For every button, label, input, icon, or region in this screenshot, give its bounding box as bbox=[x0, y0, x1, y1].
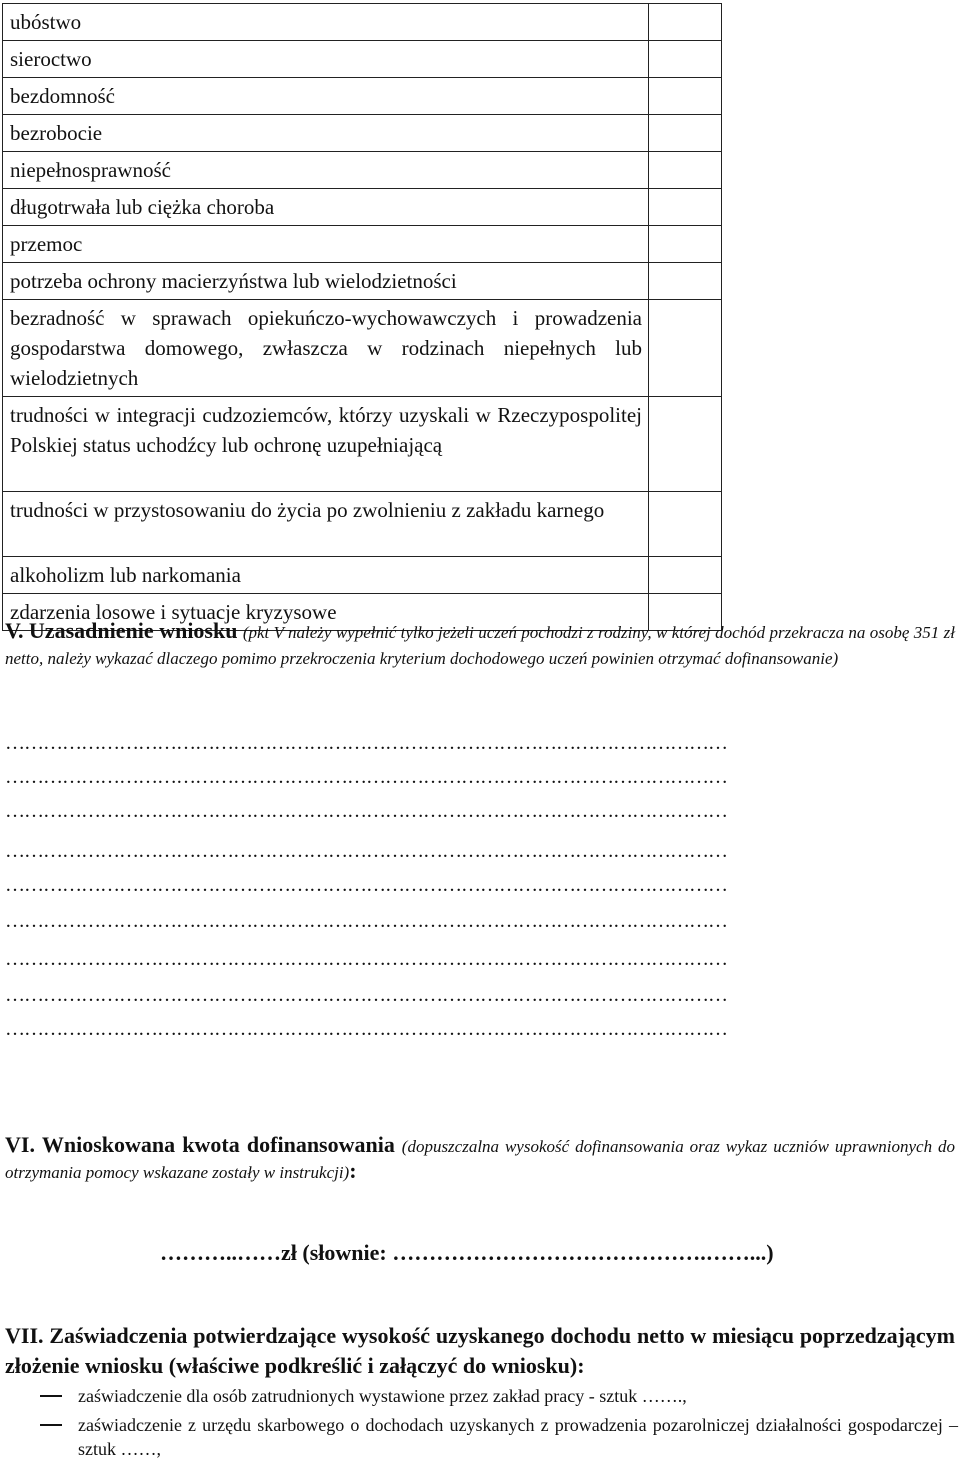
certificate-item-text: zaświadczenie dla osób zatrudnionych wystawione przez zakład pracy - sztuk ……., bbox=[78, 1386, 687, 1406]
criterion-checkbox-cell[interactable] bbox=[649, 263, 722, 300]
section-vi-title: Wnioskowana kwota dofinansowania bbox=[41, 1132, 395, 1157]
criteria-row bbox=[3, 78, 722, 115]
criterion-label: zdarzenia losowe i sytuacje kryzysowe bbox=[3, 594, 649, 631]
criteria-row bbox=[3, 397, 722, 492]
criterion-label: ubóstwo bbox=[3, 4, 649, 41]
criterion-label: przemoc bbox=[3, 226, 649, 263]
criteria-row bbox=[3, 226, 722, 263]
justification-line[interactable]: …………………………………………………………………………………………………… bbox=[5, 732, 727, 754]
certificates-list bbox=[40, 1384, 958, 1466]
criterion-label: bezradność w sprawach opiekuńczo-wychowawczych i prowadzenia gospodarstwa domowego, zwłaszcza w rodzinach niepełnych lub wielodzietnych bbox=[3, 300, 649, 397]
justification-line[interactable]: …………………………………………………………………………………………………… bbox=[5, 800, 727, 822]
criterion-checkbox-cell[interactable] bbox=[649, 41, 722, 78]
justification-line[interactable]: …………………………………………………………………………………………………… bbox=[5, 948, 727, 970]
section-vii-heading: VII. Zaświadczenia potwierdzające wysokość uzyskanego dochodu netto w miesiącu poprzedzającym złożenie wniosku (właściwe podkreślić i załączyć do wniosku): bbox=[5, 1323, 955, 1378]
criterion-label: trudności w integracji cudzoziemców, którzy uzyskali w Rzeczypospolitej Polskiej status uchodźcy lub ochronę uzupełniającą bbox=[3, 397, 649, 492]
criterion-checkbox-cell[interactable] bbox=[649, 189, 722, 226]
section-vi bbox=[5, 1133, 955, 1185]
justification-line[interactable]: …………………………………………………………………………………………………… bbox=[5, 766, 727, 788]
section-vi-colon: : bbox=[349, 1158, 357, 1183]
criterion-checkbox-cell[interactable] bbox=[649, 226, 722, 263]
amount-field[interactable]: ………..……zł (słownie: …………………………………….……...) bbox=[160, 1240, 774, 1265]
criterion-label: potrzeba ochrony macierzyństwa lub wielodzietności bbox=[3, 263, 649, 300]
criterion-checkbox-cell[interactable] bbox=[649, 4, 722, 41]
criterion-label: bezdomność bbox=[3, 78, 649, 115]
criterion-label: niepełnosprawność bbox=[3, 152, 649, 189]
certificate-item bbox=[40, 1413, 958, 1461]
section-v-title: Uzasadnienie wniosku bbox=[28, 618, 238, 643]
criterion-checkbox-cell[interactable] bbox=[649, 78, 722, 115]
certificate-item bbox=[40, 1384, 958, 1408]
criterion-label: bezrobocie bbox=[3, 115, 649, 152]
criterion-checkbox-cell[interactable] bbox=[649, 152, 722, 189]
section-v-heading bbox=[5, 619, 955, 671]
criteria-row bbox=[3, 557, 722, 594]
justification-line[interactable]: …………………………………………………………………………………………………… bbox=[5, 840, 727, 862]
criteria-row bbox=[3, 152, 722, 189]
criteria-row bbox=[3, 300, 722, 397]
section-vii bbox=[5, 1321, 955, 1381]
criteria-row bbox=[3, 189, 722, 226]
justification-line[interactable]: …………………………………………………………………………………………………… bbox=[5, 874, 727, 896]
section-vi-note: (dopuszczalna wysokość dofinansowania oraz wykaz uczniów uprawnionych do otrzymania pomocy wskazane zostały w instrukcji) bbox=[5, 1137, 956, 1182]
criterion-checkbox-cell[interactable] bbox=[649, 557, 722, 594]
criteria-row bbox=[3, 4, 722, 41]
criterion-label: alkoholizm lub narkomania bbox=[3, 557, 649, 594]
section-v-note: (pkt V należy wypełnić tylko jeżeli uczeń pochodzi z rodziny, w której dochód przekracza na osobę 351 zł netto, należy wykazać dlaczego pomimo przekroczenia kryterium dochodowego uczeń powinien otrzymać dofinansowanie) bbox=[5, 623, 955, 668]
dash-bullet-icon bbox=[40, 1395, 62, 1397]
criteria-row bbox=[3, 492, 722, 557]
criteria-row bbox=[3, 115, 722, 152]
criteria-row bbox=[3, 41, 722, 78]
section-v bbox=[5, 619, 955, 671]
criterion-checkbox-cell[interactable] bbox=[649, 492, 722, 557]
justification-line[interactable]: …………………………………………………………………………………………………… bbox=[5, 984, 727, 1006]
section-vi-number: VI. bbox=[5, 1132, 35, 1157]
section-v-number: V. bbox=[5, 618, 24, 643]
justification-line[interactable]: …………………………………………………………………………………………………… bbox=[5, 910, 727, 932]
criterion-checkbox-cell[interactable] bbox=[649, 115, 722, 152]
criteria-row bbox=[3, 263, 722, 300]
justification-line[interactable]: …………………………………………………………………………………………………… bbox=[5, 1018, 727, 1040]
criterion-checkbox-cell[interactable] bbox=[649, 397, 722, 492]
criterion-checkbox-cell[interactable] bbox=[649, 300, 722, 397]
certificate-item-text: zaświadczenie z urzędu skarbowego o dochodach uzyskanych z prowadzenia pozarolniczej działalności gospodarczej – sztuk ……, bbox=[78, 1415, 958, 1459]
dash-bullet-icon bbox=[40, 1424, 62, 1426]
criteria-table bbox=[2, 3, 722, 631]
criterion-label: trudności w przystosowaniu do życia po zwolnieniu z zakładu karnego bbox=[3, 492, 649, 557]
criterion-label: sieroctwo bbox=[3, 41, 649, 78]
section-vi-heading bbox=[5, 1133, 955, 1185]
criterion-label: długotrwała lub ciężka choroba bbox=[3, 189, 649, 226]
